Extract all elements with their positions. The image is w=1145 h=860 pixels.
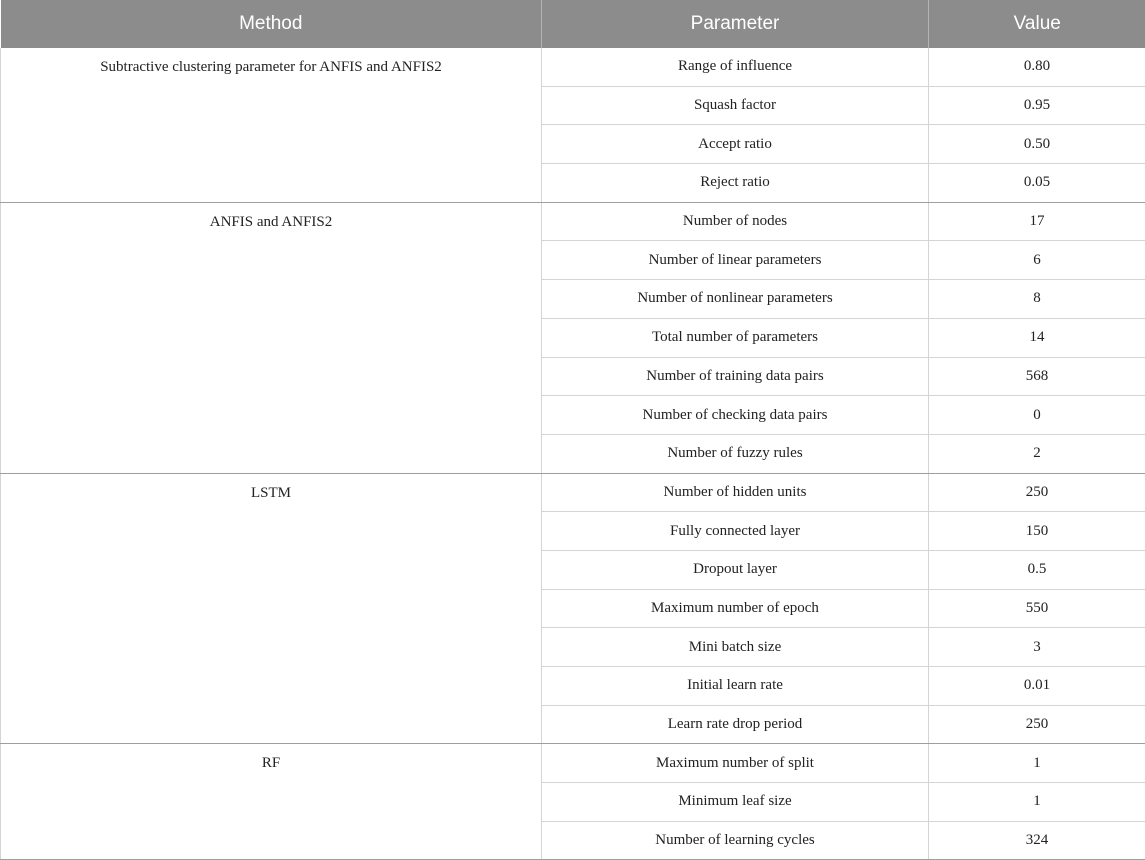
header-value: Value [929,0,1145,48]
parameter-cell: Number of training data pairs [542,357,929,396]
method-cell: RF [1,744,542,860]
table-body [1,48,1145,860]
parameter-cell: Number of linear parameters [542,241,929,280]
header-row [1,0,1145,48]
value-cell: 150 [929,512,1145,551]
value-cell: 1 [929,744,1145,783]
value-cell: 0.5 [929,550,1145,589]
parameter-cell: Number of fuzzy rules [542,434,929,473]
method-cell: ANFIS and ANFIS2 [1,202,542,473]
value-cell: 0.80 [929,48,1145,86]
parameter-cell: Maximum number of epoch [542,589,929,628]
parameter-cell: Number of hidden units [542,473,929,512]
value-cell: 1 [929,783,1145,822]
parameter-cell: Fully connected layer [542,512,929,551]
parameter-cell: Number of nonlinear parameters [542,280,929,319]
value-cell: 0.95 [929,86,1145,125]
parameter-cell: Number of learning cycles [542,821,929,860]
parameter-cell: Mini batch size [542,628,929,667]
parameter-cell: Reject ratio [542,164,929,203]
parameter-cell: Minimum leaf size [542,783,929,822]
value-cell: 2 [929,434,1145,473]
value-cell: 568 [929,357,1145,396]
parameter-cell: Squash factor [542,86,929,125]
value-cell: 14 [929,318,1145,357]
table-row [1,48,1145,86]
value-cell: 3 [929,628,1145,667]
header-parameter: Parameter [542,0,929,48]
value-cell: 550 [929,589,1145,628]
value-cell: 324 [929,821,1145,860]
table-row [1,202,1145,241]
parameter-cell: Total number of parameters [542,318,929,357]
parameter-cell: Number of nodes [542,202,929,241]
value-cell: 0.50 [929,125,1145,164]
value-cell: 17 [929,202,1145,241]
method-cell: LSTM [1,473,542,744]
value-cell: 8 [929,280,1145,319]
parameter-cell: Maximum number of split [542,744,929,783]
parameter-cell: Number of checking data pairs [542,396,929,435]
value-cell: 0.01 [929,667,1145,706]
value-cell: 250 [929,473,1145,512]
value-cell: 6 [929,241,1145,280]
value-cell: 250 [929,705,1145,744]
table-row [1,473,1145,512]
parameter-cell: Dropout layer [542,550,929,589]
parameter-cell: Learn rate drop period [542,705,929,744]
parameter-cell: Accept ratio [542,125,929,164]
parameter-cell: Range of influence [542,48,929,86]
table-row [1,744,1145,783]
method-cell: Subtractive clustering parameter for ANFIS and ANFIS2 [1,48,542,202]
header-method: Method [1,0,542,48]
value-cell: 0.05 [929,164,1145,203]
parameter-cell: Initial learn rate [542,667,929,706]
value-cell: 0 [929,396,1145,435]
